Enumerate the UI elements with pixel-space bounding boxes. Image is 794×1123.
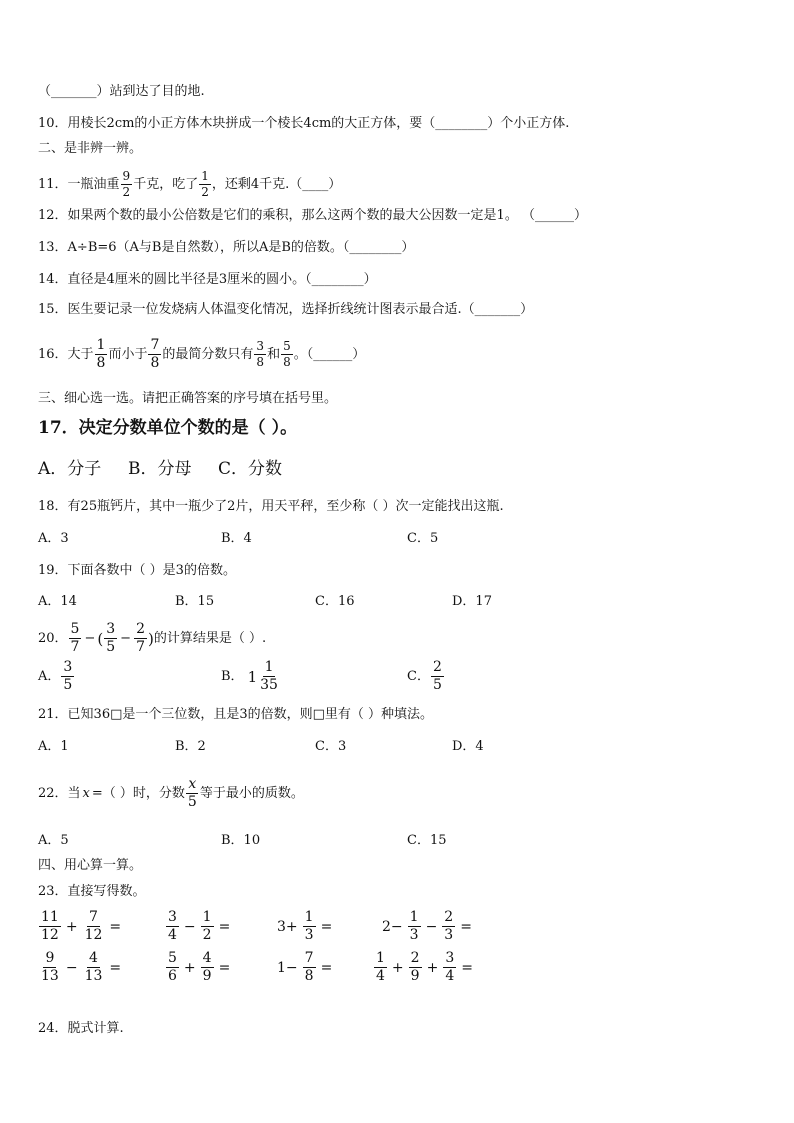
q11: 11．一瓶油重 $\frac{9}{2}$ 千克，吃了 $\frac{1}{2}$ ，还剩4千克.（____）	[38, 169, 342, 199]
fraction: $\frac{x}{5}$	[187, 776, 197, 810]
q10: 10．用棱长2cm的小正方体木块拼成一个棱长4cm的大正方体，要（________）个小正方体.	[38, 116, 570, 131]
section-3-heading: 三、细心选一选。请把正确答案的序号填在括号里。	[38, 391, 338, 406]
fraction: $\frac{5}{6}$	[168, 950, 177, 984]
fraction: $\frac{1}{2}$	[202, 909, 212, 943]
operator: =	[320, 959, 333, 976]
q19-option-a: A．14	[38, 594, 77, 609]
fraction: $\frac{5}{8}$	[283, 339, 291, 369]
fraction: $\frac{2}{9}$	[410, 950, 420, 984]
q12: 12．如果两个数的最小公倍数是它们的乘积，那么这两个数的最大公因数一定是1。 （______）	[38, 208, 587, 223]
fraction: $\frac{2}{5}$	[432, 659, 442, 693]
operator: =	[218, 918, 231, 935]
q9-tail: （_______）站到达了目的地.	[38, 84, 205, 99]
q21-option-c: C．3	[315, 739, 347, 754]
section-2-heading: 二、是非辨一辨。	[38, 141, 143, 156]
q21-option-a: A．1	[38, 739, 69, 754]
fraction: $\frac{2}{3}$	[444, 909, 454, 943]
fraction: $\frac{4}{13}$	[84, 950, 103, 984]
q22-option-b: B．10	[221, 833, 261, 848]
operator: +	[426, 959, 439, 976]
q24: 24．脱式计算.	[38, 1021, 124, 1036]
calc-r2c2	[165, 951, 232, 984]
operator: =	[109, 959, 122, 976]
q18-option-c: C．5	[407, 531, 439, 546]
q15: 15．医生要记录一位发烧病人体温变化情况，选择折线统计图表示最合适.（_______）	[38, 302, 534, 317]
fraction: $\frac{9}{13}$	[41, 950, 59, 984]
q18: 18．有25瓶钙片，其中一瓶少了2片，用天平秤，至少称（ ）次一定能找出这瓶.	[38, 499, 504, 514]
operator: =	[320, 918, 333, 935]
operator: 3+	[277, 918, 298, 935]
fraction: $\frac{7}{8}$	[150, 337, 160, 371]
fraction: $\frac{2}{7}$	[136, 621, 145, 655]
q20: 20． $\frac{5}{7}$ − ( $\frac{3}{5}$ − $\frac{2}{7}$ ) 的计算结果是（ ）.	[38, 621, 267, 655]
fraction: $\frac{3}{5}$	[63, 659, 73, 693]
fraction: $\frac{3}{4}$	[445, 950, 455, 984]
calc-r1c1	[38, 910, 123, 943]
q17: 17．决定分数单位个数的是（ ）。	[38, 418, 298, 438]
q22-option-a: A．5	[38, 833, 69, 848]
fraction: $\frac{1}{3}$	[304, 909, 314, 943]
q21-option-b: B．2	[175, 739, 206, 754]
calc-r2c4	[373, 951, 475, 984]
q22: 22．当 x =（ ）时，分数 $\frac{x}{5}$ 等于最小的质数。	[38, 776, 304, 810]
operator: 2−	[382, 918, 403, 935]
operator: −	[65, 959, 78, 976]
calc-r2c1	[38, 951, 123, 984]
q21-option-d: D．4	[452, 739, 484, 754]
q19: 19．下面各数中（ ）是3的倍数。	[38, 563, 236, 578]
fraction: $\frac{1}{3}$	[409, 909, 419, 943]
q21: 21．已知36□是一个三位数，且是3的倍数，则□里有（ ）种填法。	[38, 707, 434, 722]
calc-r1c4	[380, 910, 474, 943]
fraction: $\frac{1}{8}$	[96, 337, 106, 371]
fraction: $\frac{1}{4}$	[376, 950, 385, 984]
operator: +	[183, 959, 196, 976]
fraction: $\frac{7}{8}$	[304, 950, 314, 984]
fraction: $\frac{1}{35}$	[260, 659, 278, 693]
operator: −	[183, 918, 196, 935]
q18-option-a: A．3	[38, 531, 69, 546]
q19-option-b: B．15	[175, 594, 215, 609]
fraction: $\frac{3}{4}$	[168, 909, 177, 943]
fraction: $\frac{7}{12}$	[84, 909, 103, 943]
q17-option-b: B．分母	[128, 459, 192, 479]
operator: =	[218, 959, 231, 976]
section-4-heading: 四、用心算一算。	[38, 858, 143, 873]
q20-option-a: A． $\frac{3}{5}$	[38, 659, 73, 693]
operator: +	[391, 959, 404, 976]
operator: −	[425, 918, 438, 935]
q23: 23．直接写得数。	[38, 884, 146, 899]
q19-option-d: D．17	[452, 594, 492, 609]
fraction: $\frac{4}{9}$	[202, 950, 212, 984]
q17-option-c: C．分数	[218, 459, 283, 479]
fraction: $\frac{3}{5}$	[106, 621, 116, 655]
operator: 1−	[277, 959, 298, 976]
operator: +	[65, 918, 78, 935]
operator: =	[109, 918, 122, 935]
q20-option-c: C． $\frac{2}{5}$	[407, 659, 442, 693]
calc-r2c3	[275, 951, 334, 984]
q22-option-c: C．15	[407, 833, 447, 848]
fraction: $\frac{1}{2}$	[201, 169, 209, 199]
q19-option-c: C．16	[315, 594, 355, 609]
q20-option-b: B． 1 $\frac{1}{35}$	[221, 659, 278, 693]
calc-r1c3	[275, 910, 334, 943]
operator: =	[460, 918, 472, 935]
q14: 14．直径是4厘米的圆比半径是3厘米的圆小。（________）	[38, 272, 377, 287]
fraction: $\frac{11}{12}$	[41, 909, 59, 943]
q17-option-a: A．分子	[38, 459, 102, 479]
fraction: $\frac{9}{2}$	[122, 169, 131, 199]
q13: 13．A÷B=6（A与B是自然数），所以A是B的倍数。（________）	[38, 240, 415, 255]
calc-r1c2	[165, 910, 232, 943]
operator: =	[461, 959, 473, 976]
fraction: $\frac{5}{7}$	[70, 621, 80, 655]
fraction: $\frac{3}{8}$	[256, 339, 265, 369]
q18-option-b: B．4	[221, 531, 252, 546]
q16: 16．大于 $\frac{1}{8}$ 而小于 $\frac{7}{8}$ 的最简分数只有 $\frac{3}{8}$ 和 $\frac{5}{8}$ 。（______）	[38, 337, 366, 371]
